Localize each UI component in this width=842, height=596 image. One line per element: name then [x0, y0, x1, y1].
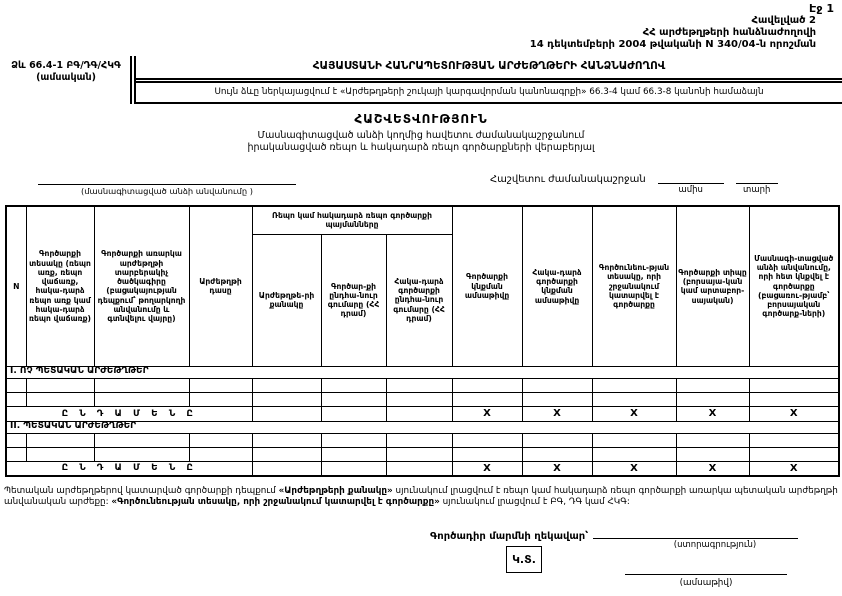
col-header-security-code: Գործարքի առարկա արժեթղթի տարբերակիչ ծածկագիրը (բացակայության դեպքում՝ թողարկողի անվանումը և գտնվելու վայրը)	[94, 206, 189, 366]
year-field-block	[736, 173, 778, 195]
data-cell[interactable]	[452, 433, 522, 447]
decision-reference: 14 դեկտեմբերի 2004 թվականի N 340/04-ն որոշման	[529, 38, 816, 50]
data-cell[interactable]	[749, 392, 839, 406]
col-header-deal-type: Գործարքի տեսակը (ռեպո առք, ռեպո վաճառք, հակա-դարձ ռեպո առք կամ հակա-դարձ ռեպո վաճառք)	[26, 206, 94, 366]
col-group-deal-terms: Ռեպո կամ հակադարձ ռեպո գործարքի պայմանները	[252, 206, 452, 234]
data-cell[interactable]	[749, 447, 839, 461]
col-header-security-class: Արժեթղթի դասը	[189, 206, 252, 366]
data-cell[interactable]	[321, 433, 386, 447]
section-row-non-state	[6, 366, 839, 378]
data-cell[interactable]	[522, 447, 592, 461]
data-cell[interactable]	[452, 392, 522, 406]
data-cell[interactable]	[676, 392, 749, 406]
year-caption: տարի	[743, 185, 771, 195]
col-header-reverse-deal-date: Հակա-դարձ գործարքի կնքման ամսաթիվը	[522, 206, 592, 366]
col-header-deal-kind: Գործարքի տիպը (բորսայա-կան կամ արտաբոր-սայական)	[676, 206, 749, 366]
form-header-band	[2, 56, 842, 104]
seal-placeholder-box	[506, 546, 542, 573]
crossed-cell: X	[749, 406, 839, 421]
month-caption: ամիս	[678, 185, 703, 195]
data-cell[interactable]	[252, 433, 321, 447]
data-cell[interactable]	[522, 378, 592, 392]
col-header-reverse-amount: Հակա-դարձ գործարքի ընդհա-նուր գումարը (ՀՀ դրամ)	[386, 234, 452, 366]
data-row	[6, 392, 839, 406]
data-cell[interactable]	[592, 392, 676, 406]
totals-cell[interactable]	[386, 406, 452, 421]
reporting-period-label: Հաշվետու ժամանակաշրջան	[490, 174, 646, 185]
appendix-label: Հավելված 2	[751, 15, 816, 26]
totals-row-state	[6, 461, 839, 476]
totals-label: Ը Ն Դ Ա Մ Ե Ն Ը	[6, 406, 252, 421]
crossed-cell: X	[592, 461, 676, 476]
col-header-securities-qty: Արժեթղթե-րի քանակը	[252, 234, 321, 366]
data-cell[interactable]	[252, 392, 321, 406]
data-cell[interactable]	[6, 433, 26, 447]
totals-row-non-state	[6, 406, 839, 421]
data-cell[interactable]	[189, 392, 252, 406]
data-cell[interactable]	[386, 392, 452, 406]
repo-deals-table	[5, 205, 840, 477]
form-periodicity: (ամսական)	[36, 72, 96, 84]
form-code: Ձև 66.4-1 ԲԳ/ԴԳ/ՀԿԳ	[11, 60, 121, 71]
section-row-state	[6, 421, 839, 433]
data-cell[interactable]	[676, 447, 749, 461]
footnote	[4, 486, 838, 507]
totals-cell[interactable]	[321, 406, 386, 421]
data-cell[interactable]	[386, 447, 452, 461]
col-header-counterparty: Մասնագի-տացված անձի անվանումը, որի հետ կնքվել է գործարքը (բացառու-թյամբ՝ բորսայական գործարք-ների)	[749, 206, 839, 366]
crossed-cell: X	[452, 461, 522, 476]
report-subtitle-line1: Մասնագիտացված անձի կողմից հավետու ժամանակաշրջանում	[257, 130, 585, 141]
data-cell[interactable]	[592, 378, 676, 392]
data-cell[interactable]	[26, 433, 94, 447]
data-cell[interactable]	[94, 447, 189, 461]
data-cell[interactable]	[252, 447, 321, 461]
entity-name-caption: (մասնագիտացված անձի անվանումը )	[81, 186, 253, 196]
crossed-cell: X	[522, 406, 592, 421]
data-cell[interactable]	[189, 447, 252, 461]
crossed-cell: X	[676, 461, 749, 476]
date-field[interactable]	[625, 564, 787, 575]
data-row	[6, 378, 839, 392]
crossed-cell: X	[522, 461, 592, 476]
data-cell[interactable]	[26, 378, 94, 392]
data-cell[interactable]	[452, 447, 522, 461]
crossed-cell: X	[749, 461, 839, 476]
data-cell[interactable]	[94, 378, 189, 392]
reporting-period-block	[490, 173, 778, 195]
executive-head-label: Գործադիր մարմնի ղեկավար՝	[430, 531, 589, 542]
report-table	[5, 205, 840, 477]
crossed-cell: X	[676, 406, 749, 421]
col-header-deal-amount: Գործար-քի ընդհա-նուր գումարը (ՀՀ դրամ)	[321, 234, 386, 366]
entity-name-block	[38, 174, 296, 196]
data-cell[interactable]	[26, 447, 94, 461]
col-header-number: N	[6, 206, 26, 366]
data-cell[interactable]	[252, 378, 321, 392]
crossed-cell: X	[452, 406, 522, 421]
footnote-text: սյունակում լրացվում է ռեպո կամ հակադարձ ռեպո գործարքի առարկա պետական արժեթղթի անվանական արժեքը:	[4, 486, 838, 507]
data-cell[interactable]	[749, 433, 839, 447]
signature-caption: (ստորագրություն)	[673, 540, 757, 550]
data-cell[interactable]	[94, 433, 189, 447]
data-cell[interactable]	[592, 447, 676, 461]
totals-label: Ը Ն Դ Ա Մ Ե Ն Ը	[6, 461, 252, 476]
date-caption: (ամսաթիվ)	[679, 578, 733, 588]
data-cell[interactable]	[592, 433, 676, 447]
data-cell[interactable]	[452, 378, 522, 392]
month-field-block	[658, 173, 724, 195]
data-cell[interactable]	[94, 392, 189, 406]
year-input-field[interactable]	[736, 173, 778, 184]
data-cell[interactable]	[522, 392, 592, 406]
data-cell[interactable]	[321, 392, 386, 406]
data-row	[6, 447, 839, 461]
data-cell[interactable]	[386, 433, 452, 447]
form-title-area	[130, 56, 842, 104]
corner-block	[530, 2, 834, 50]
footnote-text: Պետական արժեթղթերով կատարված գործարքի դեպքում	[4, 486, 279, 496]
seal-label: Կ.Տ.	[512, 553, 536, 566]
data-cell[interactable]	[26, 392, 94, 406]
col-header-activity-type: Գործունեու-թյան տեսակը, որի շրջանակում կատարվել է գործարքը	[592, 206, 676, 366]
data-cell[interactable]	[321, 447, 386, 461]
totals-cell[interactable]	[252, 461, 321, 476]
data-cell[interactable]	[676, 378, 749, 392]
footnote-bold-quote: «Արժեթղթերի քանակը»	[278, 486, 393, 496]
data-cell[interactable]	[6, 447, 26, 461]
form-code-box	[2, 56, 130, 104]
data-cell[interactable]	[749, 378, 839, 392]
presented-according-note: Սույն ձևը ներկայացվում է «Արժեթղթերի շուկայի կարգավորման կանոնագրքի» 66.3-4 կամ 66.3-8 կանոնի համաձայն	[136, 83, 842, 104]
data-cell[interactable]	[522, 433, 592, 447]
page-number: Էջ 1	[809, 2, 834, 15]
entity-name-field[interactable]	[38, 174, 296, 185]
report-heading	[0, 112, 842, 155]
totals-cell[interactable]	[321, 461, 386, 476]
report-title: ՀԱՇՎԵՏՎՈՒԹՅՈՒՆ	[354, 112, 488, 126]
report-subtitle-line2: իրականացված ռեպո և հակադարձ ռեպո գործարքների վերաբերյալ	[247, 142, 595, 154]
data-cell[interactable]	[676, 433, 749, 447]
section-label-non-state-securities: I. ՈՉ ՊԵՏԱԿԱՆ ԱՐԺԵԹՂԹԵՐ	[6, 366, 839, 378]
data-cell[interactable]	[386, 378, 452, 392]
commission-title: ՀԱՅԱՍՏԱՆԻ ՀԱՆՐԱՊԵՏՈՒԹՅԱՆ ԱՐԺԵԹՂԹԵՐԻ ՀԱՆՁՆԱԺՈՂՈՎ	[136, 56, 842, 83]
data-cell[interactable]	[6, 392, 26, 406]
signature-field[interactable]	[593, 529, 798, 539]
footnote-bold-quote: «Գործունեության տեսակը, որի շրջանակում կատարվել է գործարքը»	[111, 496, 440, 507]
section-label-state-securities: II. ՊԵՏԱԿԱՆ ԱՐԺԵԹՂԹԵՐ	[6, 421, 839, 433]
data-row	[6, 433, 839, 447]
crossed-cell: X	[592, 406, 676, 421]
col-header-deal-date: Գործարքի կնքման ամսաթիվը	[452, 206, 522, 366]
data-cell[interactable]	[189, 378, 252, 392]
data-cell[interactable]	[6, 378, 26, 392]
commission-name: ՀՀ արժեթղթերի հանձնաժողովի	[642, 26, 816, 38]
totals-cell[interactable]	[386, 461, 452, 476]
data-cell[interactable]	[189, 433, 252, 447]
footnote-text: սյունակում լրացվում է ԲԳ, ԴԳ կամ ՀԿԳ:	[439, 496, 630, 507]
data-cell[interactable]	[321, 378, 386, 392]
month-input-field[interactable]	[658, 173, 724, 184]
totals-cell[interactable]	[252, 406, 321, 421]
